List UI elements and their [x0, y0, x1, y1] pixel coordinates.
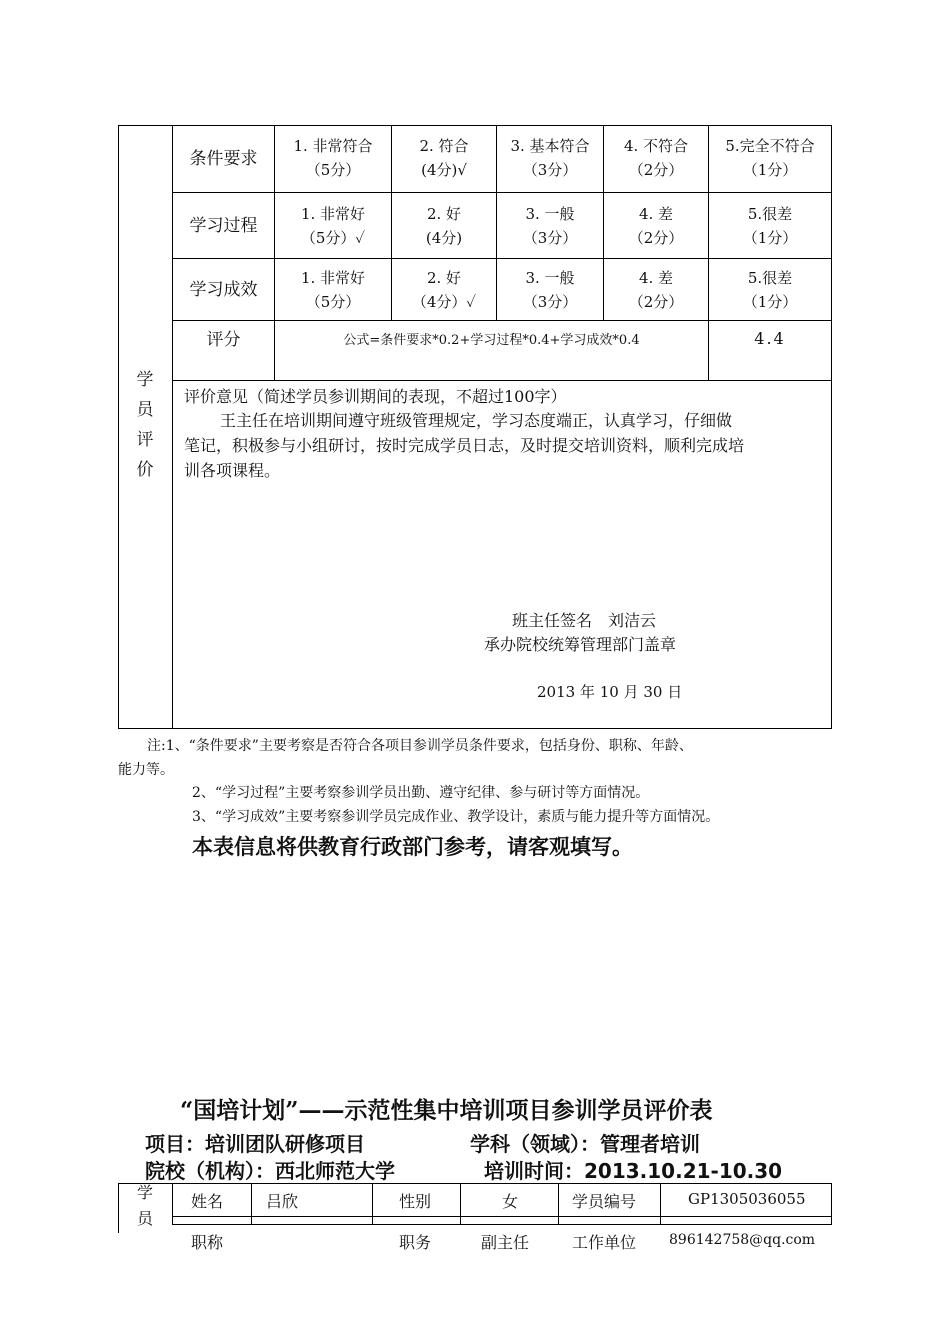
student-id-value: GP1305036055 — [688, 1190, 806, 1208]
note-1-cont: 能力等。 — [118, 762, 174, 778]
option-cell: 5.很差 （1分） — [742, 269, 798, 311]
option-cell: 1. 非常好 （5分） — [300, 269, 366, 311]
comment-heading: 评价意见（简述学员参训期间的表现，不超过100字） — [184, 387, 567, 406]
score-formula: 公式=条件要求*0.2+学习过程*0.4+学习成效*0.4 — [343, 333, 640, 348]
subject-info: 学科（领域）：管理者培训 — [470, 1132, 700, 1156]
project-info: 项目：培训团队研修项目 — [145, 1132, 365, 1156]
option-cell: 3. 基本符合 （3分） — [510, 137, 590, 179]
name-value: 吕欣 — [266, 1192, 299, 1211]
comment-text: 王主任在培训期间遵守班级管理规定，学习态度端正，认真学习，仔细做 笔记，积极参与小组研讨，按时完成学员日志，及时提交培训资料，顺利完成培 训各项课程。 — [184, 411, 745, 480]
gender-value: 女 — [502, 1192, 519, 1211]
institution-seal: 承办院校统筹管理部门盖章 — [484, 635, 677, 654]
school-info: 院校（机构）：西北师范大学 — [145, 1159, 395, 1183]
option-cell: 3. 一般 （3分） — [522, 269, 578, 311]
option-cell: 4. 差 （2分） — [628, 205, 684, 247]
row-label-requirements: 条件要求 — [189, 149, 258, 169]
teacher-signature: 班主任签名 刘洁云 — [512, 611, 657, 630]
option-cell: 4. 不符合 （2分） — [623, 137, 689, 179]
position-label: 职务 — [399, 1233, 432, 1252]
title-label: 职称 — [191, 1233, 224, 1252]
evaluation-date: 2013 年 10 月 30 日 — [537, 683, 683, 701]
form-title: “国培计划”——示范性集中培训项目参训学员评价表 — [180, 1097, 713, 1124]
workplace-label: 工作单位 — [572, 1233, 637, 1252]
workplace-value: 896142758@qq.com — [669, 1232, 816, 1248]
score-value: 4.4 — [754, 329, 786, 348]
option-cell: 2. 好 (4分) — [425, 205, 463, 247]
position-value: 副主任 — [481, 1233, 530, 1252]
section-label-student: 学 员 — [136, 1183, 153, 1228]
score-label: 评分 — [206, 330, 241, 350]
option-cell: 1. 非常好 （5分）✓ — [300, 205, 366, 247]
row-label-learning-outcome: 学习成效 — [189, 279, 258, 300]
note-2: 2、“学习过程”主要考察参训学员出勤、遵守纪律、参与研讨等方面情况。 — [192, 785, 650, 801]
section-label-student-evaluation: 学 员 评 价 — [136, 370, 154, 480]
option-cell: 4. 差 （2分） — [628, 269, 684, 311]
option-cell: 5.完全不符合 （1分） — [725, 137, 815, 179]
option-cell: 2. 好 （4分）✓ — [411, 269, 477, 311]
option-cell: 5.很差 （1分） — [742, 205, 798, 247]
training-time-info: 培训时间：2013.10.21-10.30 — [484, 1159, 783, 1183]
student-id-label: 学员编号 — [572, 1192, 637, 1211]
option-cell: 1. 非常符合 （5分） — [293, 137, 373, 179]
notice-bold: 本表信息将供教育行政部门参考，请客观填写。 — [192, 835, 633, 859]
note-1: 注:1、“条件要求”主要考察是否符合各项目参训学员条件要求，包括身份、职称、年龄、 — [147, 738, 693, 754]
note-3: 3、“学习成效”主要考察参训学员完成作业、教学设计，素质与能力提升等方面情况。 — [192, 809, 720, 825]
option-cell: 3. 一般 （3分） — [522, 205, 578, 247]
option-cell: 2. 符合 (4分)√ — [419, 137, 469, 179]
gender-label: 性别 — [399, 1192, 432, 1211]
row-label-learning-process: 学习过程 — [189, 215, 258, 236]
name-label: 姓名 — [191, 1192, 224, 1211]
